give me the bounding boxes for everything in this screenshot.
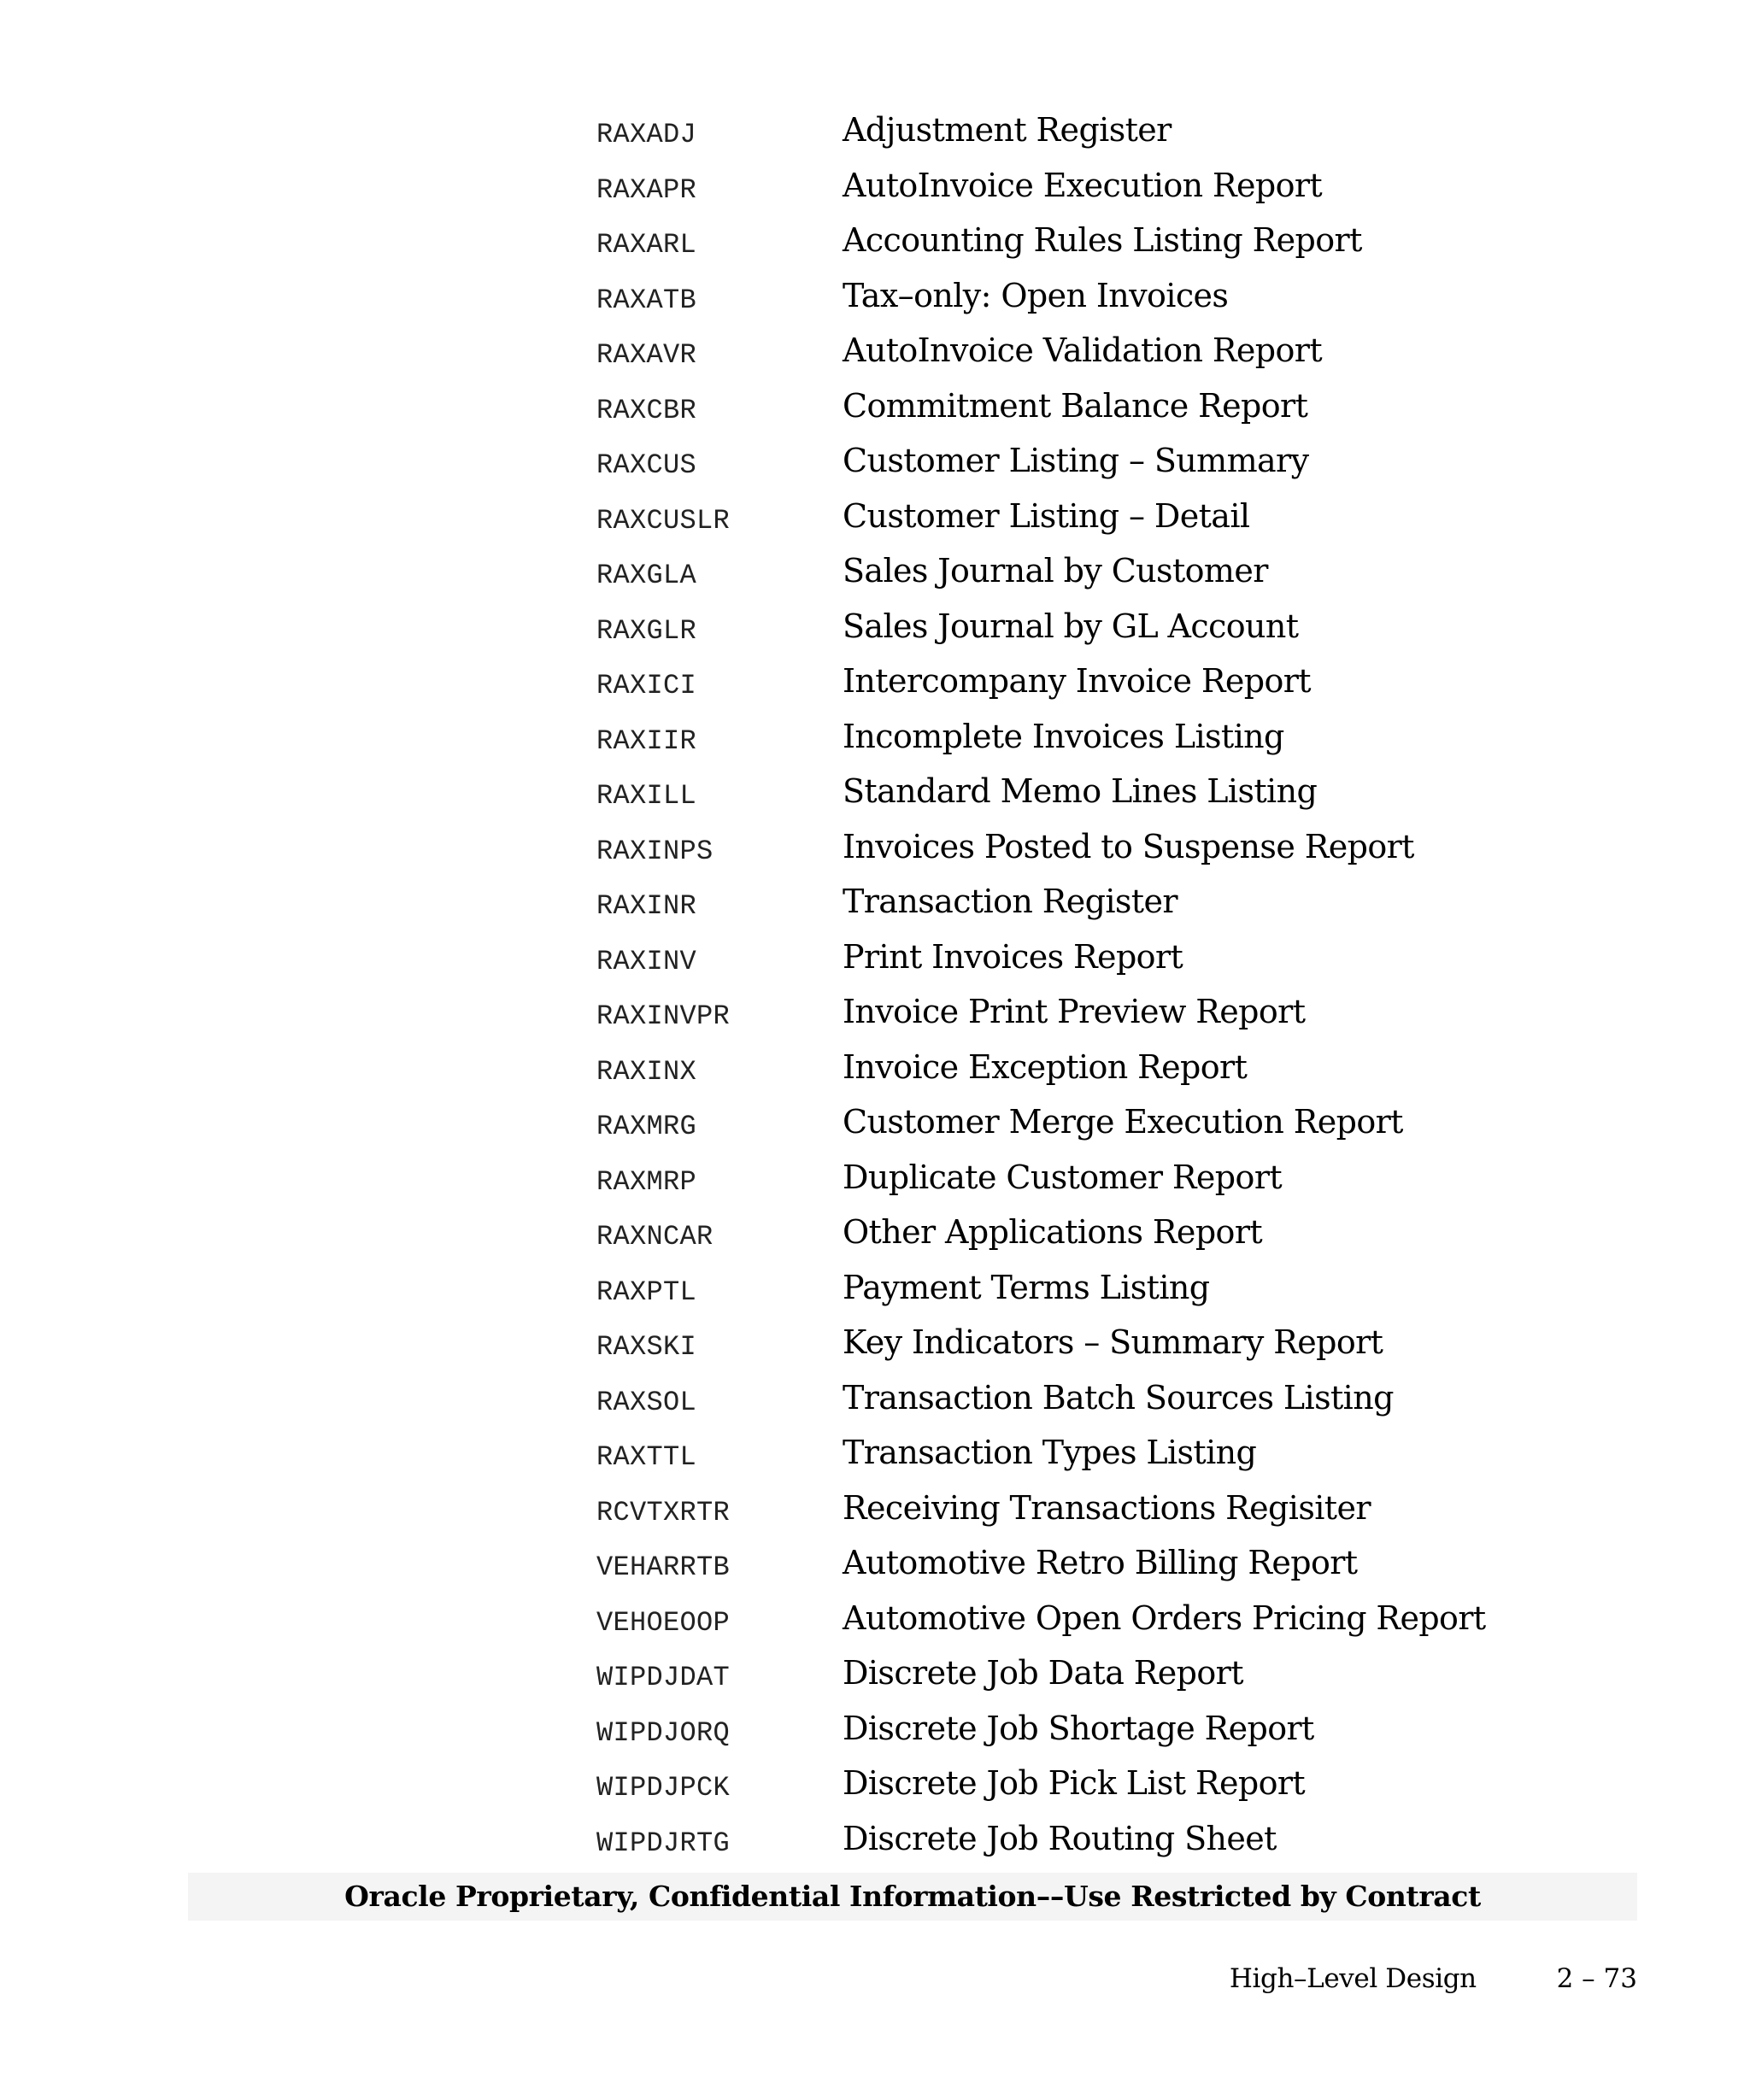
report-row	[0, 161, 1750, 217]
report-row	[0, 1539, 1750, 1594]
report-name: Accounting Rules Listing Report	[843, 221, 1362, 259]
report-row	[0, 1594, 1750, 1650]
report-name: Automotive Open Orders Pricing Report	[843, 1598, 1486, 1637]
report-code: RAXADJ	[596, 119, 697, 150]
report-code: RAXMRP	[596, 1165, 697, 1198]
report-name: Customer Merge Execution Report	[843, 1103, 1403, 1141]
report-code: WIPDJDAT	[596, 1662, 731, 1693]
report-row	[0, 1153, 1750, 1209]
report-name: Discrete Job Pick List Report	[843, 1764, 1306, 1802]
report-name: Invoice Print Preview Report	[843, 993, 1306, 1030]
report-name: Customer Listing – Summary	[843, 442, 1309, 479]
report-name: Standard Memo Lines Listing	[843, 772, 1318, 810]
report-code: RAXARL	[596, 229, 697, 261]
report-row	[0, 1759, 1750, 1815]
report-name: Adjustment Register	[843, 111, 1172, 149]
report-code: RAXINVPR	[596, 1000, 731, 1032]
report-code: RAXPTL	[596, 1276, 697, 1308]
report-row	[0, 657, 1750, 713]
report-name: Commitment Balance Report	[843, 386, 1308, 425]
report-code: RAXTTL	[596, 1441, 697, 1473]
report-row	[0, 547, 1750, 602]
report-code: RAXINR	[596, 890, 697, 922]
report-row	[0, 988, 1750, 1043]
report-code: RAXINPS	[596, 835, 714, 867]
report-row	[0, 492, 1750, 548]
report-code: RAXAPR	[596, 173, 697, 206]
report-code: RAXICI	[596, 670, 697, 701]
report-row	[0, 437, 1750, 492]
page-number: 2 – 73	[1556, 1963, 1637, 1994]
report-name: AutoInvoice Execution Report	[843, 166, 1323, 204]
report-name: Discrete Job Data Report	[843, 1654, 1243, 1692]
report-name: Intercompany Invoice Report	[843, 662, 1311, 700]
report-row	[0, 1484, 1750, 1540]
report-row	[0, 272, 1750, 327]
report-row	[0, 1208, 1750, 1264]
report-name: Duplicate Customer Report	[843, 1158, 1283, 1196]
report-code: RAXCUS	[596, 449, 697, 481]
report-code: WIPDJPCK	[596, 1772, 731, 1804]
report-code: RAXGLR	[596, 614, 697, 647]
report-row	[0, 1428, 1750, 1484]
report-code: WIPDJRTG	[596, 1827, 731, 1859]
report-name: Receiving Transactions Regisiter	[843, 1488, 1371, 1527]
report-row	[0, 602, 1750, 658]
report-name: AutoInvoice Validation Report	[843, 331, 1322, 369]
report-name: Invoices Posted to Suspense Report	[843, 827, 1414, 865]
report-row	[0, 216, 1750, 272]
footer-section-title: High–Level Design	[1229, 1963, 1477, 1994]
report-code: VEHARRTB	[596, 1552, 731, 1583]
report-code: WIPDJORQ	[596, 1716, 731, 1749]
report-name: Other Applications Report	[843, 1213, 1263, 1251]
report-code: RAXIIR	[596, 724, 697, 757]
report-row	[0, 933, 1750, 988]
report-name: Discrete Job Shortage Report	[843, 1709, 1314, 1747]
report-row	[0, 1815, 1750, 1870]
report-row	[0, 106, 1750, 161]
report-code: RCVTXRTR	[596, 1496, 731, 1528]
report-list	[0, 106, 1750, 1869]
report-name: Transaction Types Listing	[843, 1434, 1257, 1471]
report-name: Payment Terms Listing	[843, 1268, 1210, 1306]
report-row	[0, 1098, 1750, 1153]
report-code: RAXSKI	[596, 1331, 697, 1363]
report-name: Sales Journal by GL Account	[843, 607, 1299, 645]
page-footer	[1230, 1962, 1637, 1996]
report-code: RAXINX	[596, 1055, 697, 1088]
report-name: Tax–only: Open Invoices	[843, 276, 1229, 314]
report-code: RAXGLA	[596, 560, 697, 591]
report-code: RAXCBR	[596, 394, 697, 426]
report-row	[0, 1374, 1750, 1429]
report-name: Sales Journal by Customer	[843, 552, 1268, 590]
report-row	[0, 1649, 1750, 1704]
report-name: Transaction Batch Sources Listing	[843, 1378, 1394, 1417]
report-row	[0, 1704, 1750, 1760]
report-code: RAXILL	[596, 780, 697, 812]
report-code: RAXSOL	[596, 1386, 697, 1418]
report-row	[0, 1264, 1750, 1319]
confidential-notice: Oracle Proprietary, Confidential Information––Use Restricted by Contract	[188, 1873, 1637, 1921]
report-row	[0, 877, 1750, 933]
report-code: RAXAVR	[596, 339, 697, 371]
report-name: Invoice Exception Report	[843, 1047, 1248, 1086]
report-row	[0, 823, 1750, 878]
report-name: Automotive Retro Billing Report	[843, 1544, 1358, 1581]
report-row	[0, 713, 1750, 768]
report-code: VEHOEOOP	[596, 1606, 731, 1639]
report-row	[0, 382, 1750, 437]
report-name: Incomplete Invoices Listing	[843, 717, 1284, 755]
report-name: Key Indicators – Summary Report	[843, 1323, 1383, 1361]
report-code: RAXINV	[596, 945, 697, 977]
report-code: RAXCUSLR	[596, 504, 731, 537]
report-code: RAXNCAR	[596, 1221, 714, 1252]
report-row	[0, 1318, 1750, 1374]
report-row	[0, 326, 1750, 382]
report-name: Discrete Job Routing Sheet	[843, 1819, 1277, 1857]
report-code: RAXMRG	[596, 1111, 697, 1142]
report-row	[0, 1043, 1750, 1099]
report-name: Customer Listing – Detail	[843, 496, 1250, 535]
report-code: RAXATB	[596, 284, 697, 316]
report-name: Transaction Register	[843, 883, 1177, 920]
report-row	[0, 767, 1750, 823]
report-name: Print Invoices Report	[843, 937, 1183, 976]
